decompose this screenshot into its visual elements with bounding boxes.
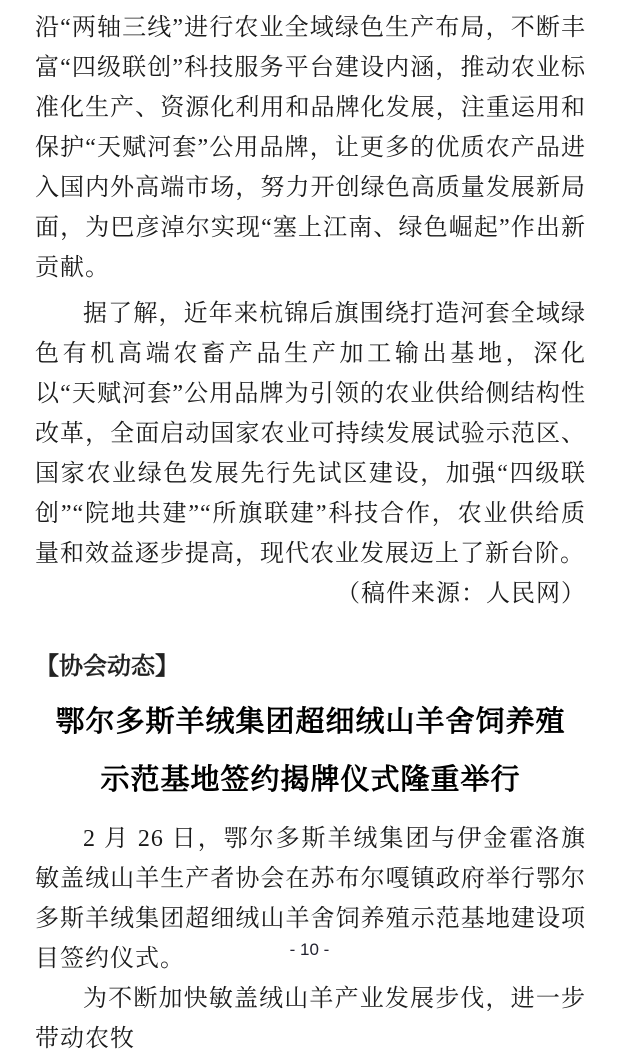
page-number: - 10 - [289, 940, 330, 959]
article-title-line2: 示范基地签约揭牌仪式隆重举行 [100, 764, 521, 796]
paragraph-background: 据了解，近年来杭锦后旗围绕打造河套全域绿色有机高端农畜产品生产加工输出基地，深化以“天赋河套”公用品牌为引领的农业供给侧结构性改革，全面启动国家农业可持续发展试验示范区、国家农业绿色发展先行先试区建设，加强“四级联创”“院地共建”“所旗联建”科技合作，农业供给质量和效益逐步提高，现代农业发展迈上了新台阶。 [35, 301, 586, 567]
paragraph-development-cutoff: 为不断加快敏盖绒山羊产业发展步伐，进一步带动农牧 [35, 986, 586, 1052]
article-title-line1: 鄂尔多斯羊绒集团超细绒山羊舍饲养殖 [55, 706, 566, 738]
article-title [35, 693, 586, 809]
source-attribution: （稿件来源：人民网） [336, 581, 586, 607]
paragraph-continuation: 沿“两轴三线”进行农业全域绿色生产布局，不断丰富“四级联创”科技服务平台建设内涵，推动农业标准化生产、资源化利用和品牌化发展，注重运用和保护“天赋河套”公用品牌，让更多的优质农产品进入国内外高端市场，努力开创绿色高质量发展新局面，为巴彦淖尔实现“塞上江南、绿色崛起”作出新贡献。 [35, 15, 586, 281]
section-header-association-news: 【协会动态】 [35, 653, 179, 680]
paragraph-signing-ceremony: 2 月 26 日，鄂尔多斯羊绒集团与伊金霍洛旗敏盖绒山羊生产者协会在苏布尔嘎镇政府举行鄂尔多斯羊绒集团超细绒山羊舍饲养殖示范基地建设项目签约仪式。 [35, 826, 586, 972]
